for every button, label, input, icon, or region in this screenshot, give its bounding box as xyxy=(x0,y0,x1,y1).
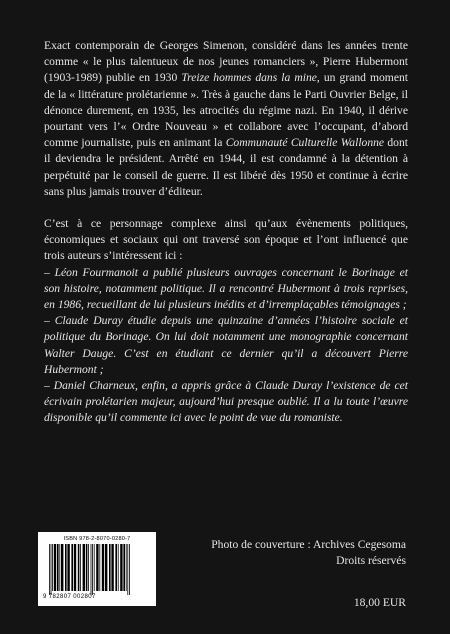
author-entry-text: Claude Duray étudie depuis une quinzaine d’années l’histoire sociale et politique du Borinage. On lui doit notamment une monographie concernant Walter Dauge. C’est en étudiant ce dernier qu’il a découvert Pierre Hubermont ; xyxy=(44,314,408,376)
rights-line: Droits réservés xyxy=(336,554,406,567)
barcode-bar xyxy=(74,544,76,591)
barcode-bar xyxy=(61,544,63,591)
entry-dash: – xyxy=(44,265,55,279)
barcode-bar xyxy=(129,544,130,595)
barcode-bar xyxy=(118,544,119,591)
barcode-bar xyxy=(52,544,53,591)
barcode-bar xyxy=(88,544,89,591)
barcode-bar xyxy=(127,544,128,595)
author-entry-duray xyxy=(44,313,408,378)
photo-credits xyxy=(211,537,406,569)
barcode-bar xyxy=(57,544,59,591)
barcode-bars xyxy=(43,543,151,595)
barcode-bar xyxy=(67,544,69,591)
organization-italic: Communauté Culturelle Wallonne xyxy=(225,136,385,150)
barcode-bar xyxy=(51,544,52,595)
author-entry-fourmanoit xyxy=(44,265,408,314)
barcode-bar xyxy=(92,544,93,595)
barcode-bar xyxy=(115,544,117,591)
barcode-bar xyxy=(78,544,80,591)
bio-text-2: , un grand moment de la « littérature prolétarienne ». Très à gauche dans le Parti Ouvrier Belge, il dénonce durement, en 1935, les atrocités du régime nazi. En 1940, il dérive pourtant vers l’« Ordre Nouveau » et collabore avec l’occupant, d’abord comme journaliste, puis en animant la xyxy=(44,71,408,150)
entry-dash: – xyxy=(44,314,55,328)
barcode-bar xyxy=(109,544,111,591)
isbn-number: ISBN 978-2-8070-0280-7 xyxy=(63,536,131,542)
blurb-text xyxy=(44,38,408,427)
author-entry-text: Daniel Charneux, enfin, a appris grâce à Claude Duray l’existence de cet écrivain prolétarien majeur, aujourd’hui presque oublié. Il a lu toute l’œuvre disponible qu’il commente ici avec le point de vue du romaniste. xyxy=(44,379,408,425)
photo-credit-line: Photo de couverture : Archives Cegesoma xyxy=(211,538,406,551)
author-entry-charneux xyxy=(44,378,408,427)
barcode-bar xyxy=(123,544,125,591)
entry-dash: – xyxy=(44,379,54,393)
barcode-bar xyxy=(65,544,67,591)
bio-text-1: Exact contemporain de Georges Simenon, considéré dans les années trente comme « le plus talentueux de nos jeunes romanciers », Pierre Hubermont (1903-1989) publie en 1930 xyxy=(44,39,408,85)
barcode-bar xyxy=(96,544,98,591)
barcode-bar xyxy=(83,544,85,591)
barcode-bar xyxy=(91,544,92,595)
biography-paragraph xyxy=(44,38,408,200)
book-title-italic: Treize hommes dans la mine xyxy=(181,71,317,85)
author-entry-text: Léon Fourmanoit a publié plusieurs ouvrages concernant le Borinage et son histoire, notamment politique. Il a rencontré Hubermont à trois reprises, en 1986, recueillant de lui plusieurs inédits et d’irremplaçables témoignages ; xyxy=(44,265,408,312)
isbn-barcode xyxy=(38,532,156,606)
barcode-bar xyxy=(99,544,100,591)
barcode-bar xyxy=(49,544,50,595)
barcode-bar xyxy=(59,544,60,591)
barcode-digits: 9 782807 002807 xyxy=(43,594,96,600)
barcode-bar xyxy=(94,544,95,591)
barcode-bar xyxy=(120,544,122,591)
bio-text-3: dont il deviendra le président. Arrêté en 1944, il est condamné à la détention à perpétuité par le conseil de guerre. Il est libéré dès 1950 et continue à écrire sans plus jamais trouver d’éditeur. xyxy=(44,136,408,198)
barcode-bar xyxy=(86,544,88,591)
barcode-bar xyxy=(80,544,81,591)
barcode-bar xyxy=(54,544,56,591)
barcode-bar xyxy=(71,544,73,591)
barcode-bar xyxy=(102,544,104,591)
barcode-bar xyxy=(105,544,107,591)
authors-intro: C’est à ce personnage complexe ainsi qu’aux évènements politiques, économiques et sociaux qui ont traversé son époque et l’ont influencé que trois auteurs s’intéressent ici : xyxy=(44,217,408,263)
barcode-bar xyxy=(126,544,127,591)
price-label: 18,00 EUR xyxy=(353,596,406,609)
barcode-bar xyxy=(111,544,113,591)
